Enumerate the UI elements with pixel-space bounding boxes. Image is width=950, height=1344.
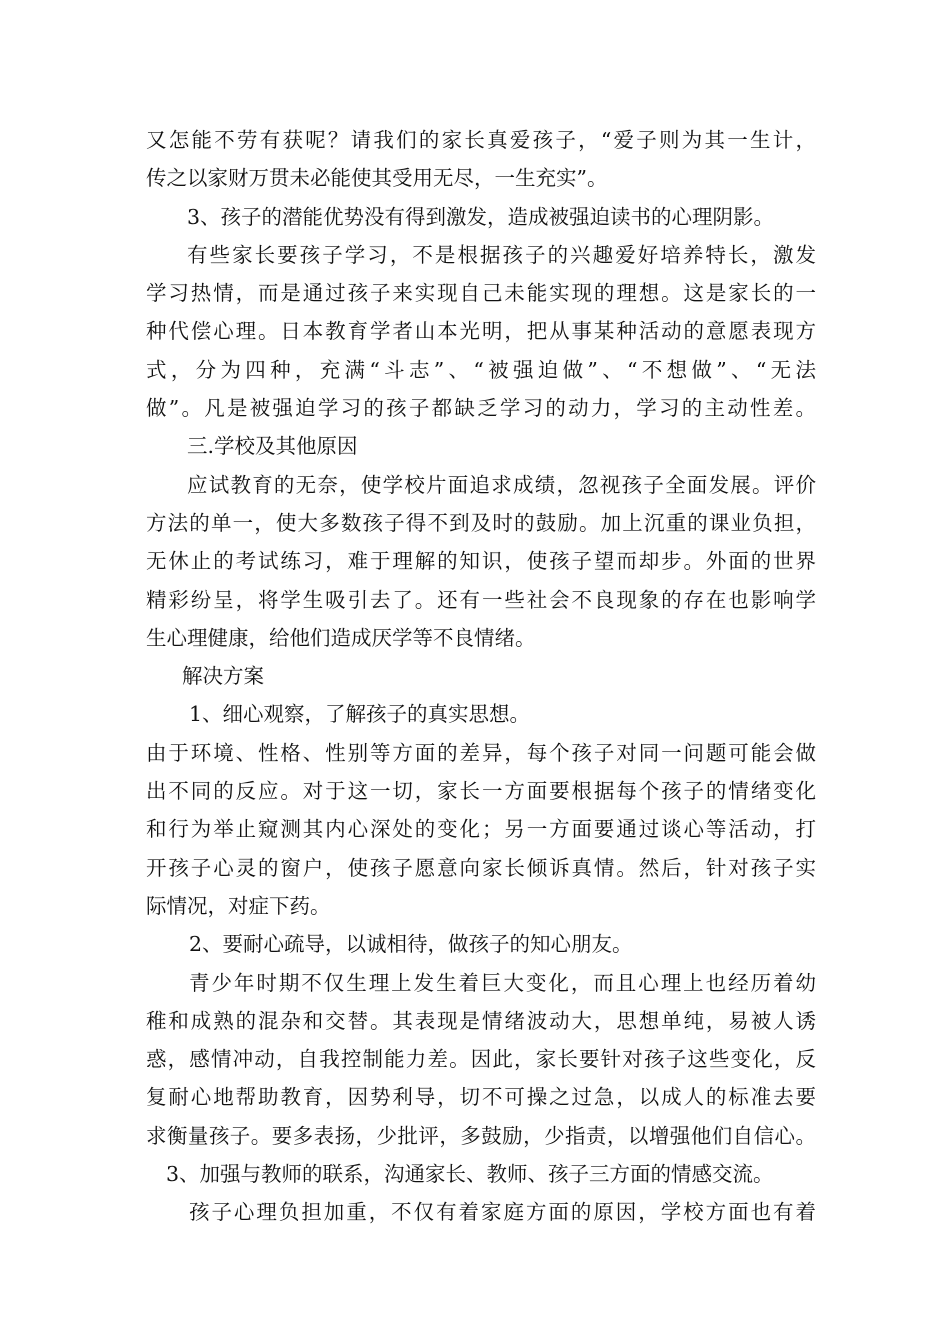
section-heading: 1、细心观察，了解孩子的真实思想。 [189, 702, 531, 727]
paragraph-line: 式，分为四种，充满“斗志”、“被强迫做”、“不想做”、“无法 [146, 357, 816, 382]
paragraph-line: 复耐心地帮助教育，因势利导，切不可操之过急，以成人的标准去要 [146, 1085, 816, 1110]
paragraph-line: 又怎能不劳有获呢？请我们的家长真爱孩子，“爱子则为其一生计， [146, 128, 816, 152]
paragraph-line: 种代偿心理。日本教育学者山本光明，把从事某种活动的意愿表现方 [146, 319, 816, 344]
paragraph-line: 生心理健康，给他们造成厌学等不良情绪。 [146, 625, 536, 650]
paragraph-line: 有些家长要孩子学习，不是根据孩子的兴趣爱好培养特长，激发 [187, 242, 816, 267]
section-heading: 2、要耐心疏导，以诚相待，做孩子的知心朋友。 [189, 932, 633, 957]
paragraph-line: 由于环境、性格、性别等方面的差异，每个孩子对同一问题可能会做 [146, 740, 816, 765]
paragraph-line: 惑，感情冲动，自我控制能力差。因此，家长要针对孩子这些变化，反 [146, 1047, 816, 1072]
paragraph-line: 做”。凡是被强迫学习的孩子都缺乏学习的动力，学习的主动性差。 [146, 396, 816, 421]
body-text [146, 121, 816, 1232]
paragraph-line: 无休止的考试练习，难于理解的知识，使孩子望而却步。外面的世界 [146, 549, 816, 574]
paragraph-line: 方法的单一，使大多数孩子得不到及时的鼓励。加上沉重的课业负担， [146, 510, 816, 535]
paragraph-line: 际情况，对症下药。 [146, 893, 331, 918]
section-heading: 3、孩子的潜能优势没有得到激发，造成被强迫读书的心理阴影。 [187, 204, 775, 229]
paragraph-line: 稚和成熟的混杂和交替。其表现是情绪波动大，思想单纯，易被人诱 [146, 1008, 816, 1033]
section-heading: 三.学校及其他原因 [187, 434, 358, 459]
paragraph-line: 和行为举止窥测其内心深处的变化；另一方面要通过谈心等活动，打 [146, 817, 816, 842]
paragraph-line: 孩子心理负担加重，不仅有着家庭方面的原因，学校方面也有着 [189, 1200, 816, 1225]
section-heading: 解决方案 [182, 664, 264, 689]
paragraph-line: 开孩子心灵的窗户，使孩子愿意向家长倾诉真情。然后，针对孩子实 [146, 855, 816, 880]
paragraph-line: 学习热情，而是通过孩子来实现自己未能实现的理想。这是家长的一 [146, 281, 816, 306]
paragraph-line: 青少年时期不仅生理上发生着巨大变化，而且心理上也经历着幼 [189, 970, 816, 995]
paragraph-line: 应试教育的无奈，使学校片面追求成绩，忽视孩子全面发展。评价 [187, 472, 816, 497]
paragraph-line: 出不同的反应。对于这一切，家长一方面要根据每个孩子的情绪变化 [146, 779, 816, 804]
section-heading: 3、加强与教师的联系，沟通家长、教师、孩子三方面的情感交流。 [166, 1162, 774, 1187]
paragraph-line: 传之以家财万贯未必能使其受用无尽，一生充实”。 [146, 166, 608, 191]
paragraph-line: 求衡量孩子。要多表扬，少批评，多鼓励，少指责，以增强他们自信心。 [146, 1123, 816, 1148]
paragraph-line: 精彩纷呈，将学生吸引去了。还有一些社会不良现象的存在也影响学 [146, 587, 816, 612]
